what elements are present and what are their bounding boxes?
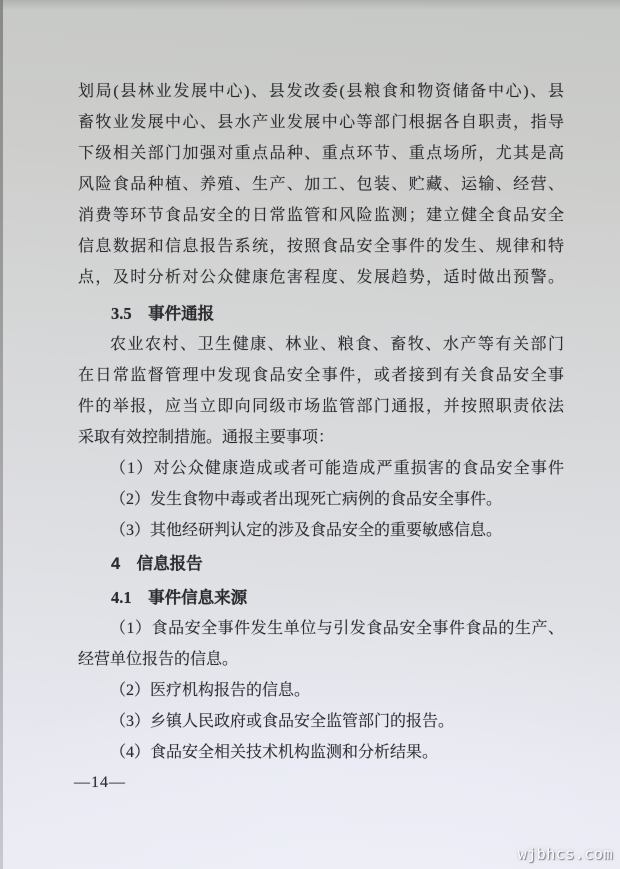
scan-left-edge [0,0,3,869]
list-item: （3）其他经研判认定的涉及食品安全的重要敏感信息。 [110,522,503,539]
site-watermark: wjbhcs.com [517,845,613,863]
list-item: （2）发生食物中毒或者出现死亡病例的食品安全事件。 [110,491,503,508]
text-line: 农业农村、卫生健康、林业、粮食、畜牧、水产等有关部门 [110,336,564,353]
text-line: 消费等环节食品安全的日常监管和风险监测；建立健全食品安全 [78,207,564,224]
section-heading-4: 4 信息报告 [111,555,203,573]
text-line: 信息数据和信息报告系统，按照食品安全事件的发生、规律和特 [78,238,564,255]
text-line: 下级相关部门加强对重点品种、重点环节、重点场所，尤其是高 [78,145,564,162]
text-line: 采取有效控制措施。通报主要事项： [78,429,335,446]
text-line: 点，及时分析对公众健康危害程度、发展趋势，适时做出预警。 [78,269,564,286]
list-item: （4）食品安全相关技术机构监测和分析结果。 [110,744,439,761]
list-item: （3）乡镇人民政府或食品安全监管部门的报告。 [110,713,455,730]
list-item: （1）对公众健康造成或者可能造成严重损害的食品安全事件 [110,460,564,477]
page-number: —14— [74,774,126,791]
list-item: （1）食品安全事件发生单位与引发食品安全事件食品的生产、 [110,620,564,637]
list-item-continuation: 经营单位报告的信息。 [78,651,239,668]
text-line: 划局(县林业发展中心)、县发改委(县粮食和物资储备中心)、县 [78,83,564,100]
section-heading-3-5: 3.5 事件通报 [111,304,215,323]
text-line: 风险食品种植、养殖、生产、加工、包装、贮藏、运输、经营、 [78,176,564,193]
document-text-block [78,76,564,768]
list-item: （2）医疗机构报告的信息。 [110,682,311,699]
scan-top-shade [0,0,620,10]
text-line: 畜牧业发展中心、县水产业发展中心等部门根据各自职责，指导 [78,114,564,131]
section-heading-4-1: 4.1 事件信息来源 [111,588,248,607]
text-line: 件的举报，应当立即向同级市场监管部门通报，并按照职责依法 [78,398,564,415]
text-line: 在日常监督管理中发现食品安全事件，或者接到有关食品安全事 [78,367,564,384]
